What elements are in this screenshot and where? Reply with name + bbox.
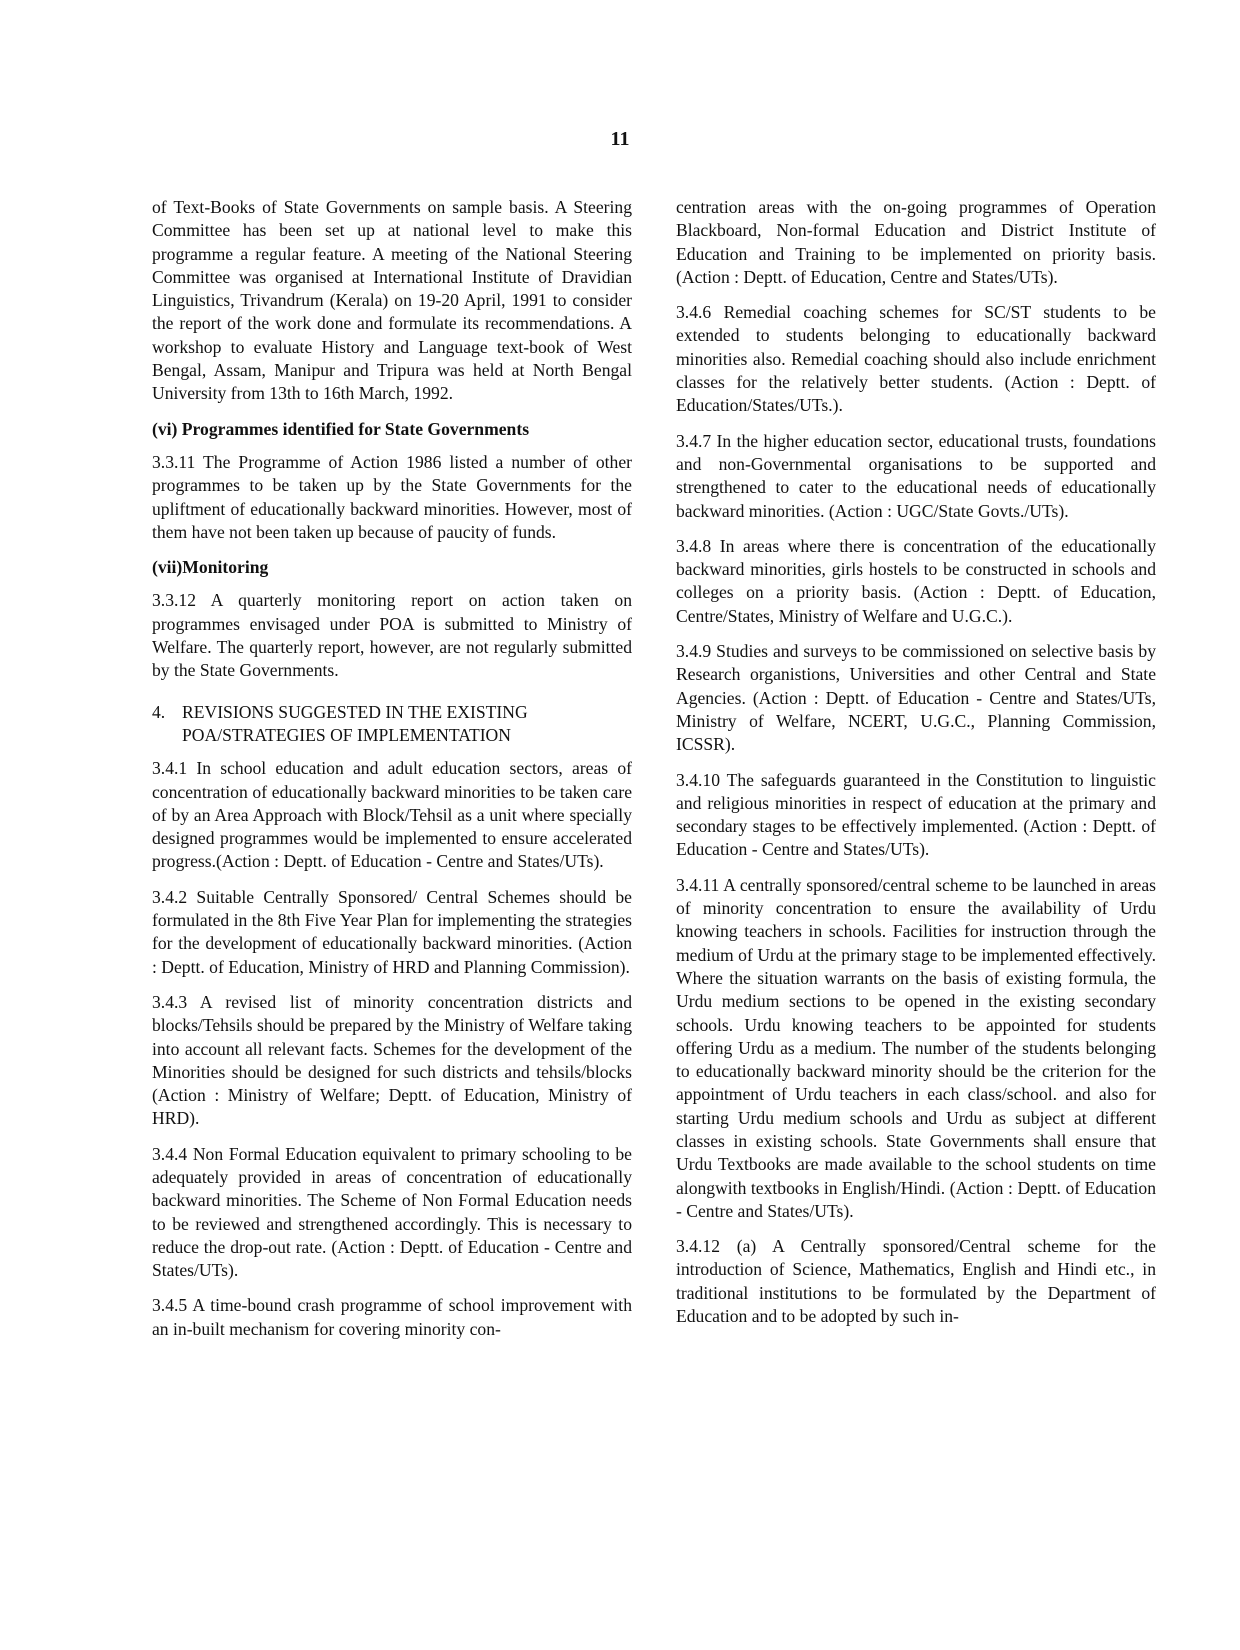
paragraph-3-4-11: 3.4.11 A centrally sponsored/central scheme to be launched in areas of minority concentration to ensure the availability of Urdu knowing teachers in schools. Facilities for instruction through the medium of Urdu at the primary stage to be implemented effectively. Where the situation warrants on the basis of existing formula, the Urdu medium sections to be opened in the existing secondary schools. Urdu knowing teachers to be appointed for students offering Urdu as a medium. The number of the students belonging to educationally backward minority should be the criterion for the appointment of Urdu teachers in each class/school. and also for starting Urdu medium schools and Urdu as subject at different classes in existing schools. State Governments shall ensure that Urdu Textbooks are made available to the school students on time alongwith textbooks in English/Hindi. (Action : Deptt. of Education - Centre and States/UTs). [676, 874, 1156, 1221]
paragraph-3-4-4: 3.4.4 Non Formal Education equivalent to primary schooling to be adequately provided in areas of concentration of educationally backward minorities. The Scheme of Non Formal Education needs to be reviewed and strengthened accordingly. This is necessary to reduce the drop-out rate. (Action : Deptt. of Education - Centre and States/UTs). [152, 1143, 632, 1281]
paragraph-3-4-8: 3.4.8 In areas where there is concentration of the educationally backward minorities, girls hostels to be constructed in schools and colleges on a priority basis. (Action : Deptt. of Education, Centre/States, Ministry of Welfare and U.G.C.). [676, 535, 1156, 626]
page-number: 11 [610, 128, 630, 150]
right-column [676, 196, 1156, 1340]
paragraph-continued-left: of Text-Books of State Governments on sample basis. A Steering Committee has been set up at national level to make this programme a regular feature. A meeting of the National Steering Committee was organised at International Institute of Dravidian Linguistics, Trivandrum (Kerala) on 19-20 April, 1991 to consider the report of the work done and formulate its recommendations. A workshop to evaluate History and Language text-book of West Bengal, Assam, Manipur and Tripura was held at North Bengal University from 13th to 16th March, 1992. [152, 197, 632, 404]
paragraph-continued-right: centration areas with the on-going programmes of Operation Blackboard, Non-formal Education and District Institute of Education and Training to be implemented on priority basis. (Action : Deptt. of Education, Centre and States/UTs). [676, 197, 1156, 287]
section-4-number: 4. [152, 701, 166, 722]
left-column [152, 196, 632, 1353]
paragraph-3-3-11: 3.3.11 The Programme of Action 1986 listed a number of other programmes to be taken up by the State Governments for the upliftment of educationally backward minorities. However, most of them have not been taken up because of paucity of funds. [152, 451, 632, 542]
paragraph-3-3-12: 3.3.12 A quarterly monitoring report on action taken on programmes envisaged under POA is submitted to Ministry of Welfare. The quarterly report, however, are not regularly submitted by the State Governments. [152, 590, 632, 681]
paragraph-3-4-5: 3.4.5 A time-bound crash programme of school improvement with an in-built mechanism for covering minority con- [152, 1295, 632, 1339]
paragraph-3-4-3: 3.4.3 A revised list of minority concentration districts and blocks/Tehsils should be prepared by the Ministry of Welfare taking into account all relevant facts. Schemes for the development of the Minorities should be designed for such districts and tehsils/blocks (Action : Ministry of Welfare; Deptt. of Education, Ministry of HRD). [152, 991, 632, 1129]
heading-programmes-state-governments: (vi) Programmes identified for State Governments [152, 418, 530, 439]
paragraph-3-4-9: 3.4.9 Studies and surveys to be commissioned on selective basis by Research organistions, Universities and other Central and State Agencies. (Action : Deptt. of Education - Centre and States/UTs, Ministry of Welfare, NCERT, U.G.C., Planning Commission, ICSSR). [676, 641, 1156, 755]
paragraph-3-4-6: 3.4.6 Remedial coaching schemes for SC/ST students to be extended to students belonging to educationally backward minorities also. Remedial coaching should also include enrichment classes for the relatively better students. (Action : Deptt. of Education/States/UTs.). [676, 302, 1156, 416]
paragraph-3-4-12: 3.4.12 (a) A Centrally sponsored/Central scheme for the introduction of Science, Mathematics, English and Hindi etc., in traditional institutions to be formulated by the Department of Education and to be adopted by such in- [676, 1236, 1156, 1327]
paragraph-3-4-7: 3.4.7 In the higher education sector, educational trusts, foundations and non-Governmental organisations to be supported and strengthened to cater to the educational needs of educationally backward minorities. (Action : UGC/State Govts./UTs). [676, 430, 1156, 521]
section-4-title: REVISIONS SUGGESTED IN THE EXISTING POA/STRATEGIES OF IMPLEMENTATION [182, 701, 528, 745]
paragraph-3-4-1: 3.4.1 In school education and adult education sectors, areas of concentration of educationally backward minorities to be taken care of by an Area Approach with Block/Tehsil as a unit where specially designed programmes would be implemented to ensure accelerated progress.(Action : Deptt. of Education - Centre and States/UTs). [152, 758, 632, 872]
section-4-heading [152, 701, 632, 748]
heading-monitoring: (vii)Monitoring [152, 557, 269, 578]
paragraph-3-4-10: 3.4.10 The safeguards guaranteed in the Constitution to linguistic and religious minorities in respect of education at the primary and secondary stages to be effectively implemented. (Action : Deptt. of Education - Centre and States/UTs). [676, 769, 1156, 860]
paragraph-3-4-2: 3.4.2 Suitable Centrally Sponsored/ Central Schemes should be formulated in the 8th Five Year Plan for implementing the strategies for the development of educationally backward minorities. (Action : Deptt. of Education, Ministry of HRD and Planning Commission). [152, 886, 632, 977]
